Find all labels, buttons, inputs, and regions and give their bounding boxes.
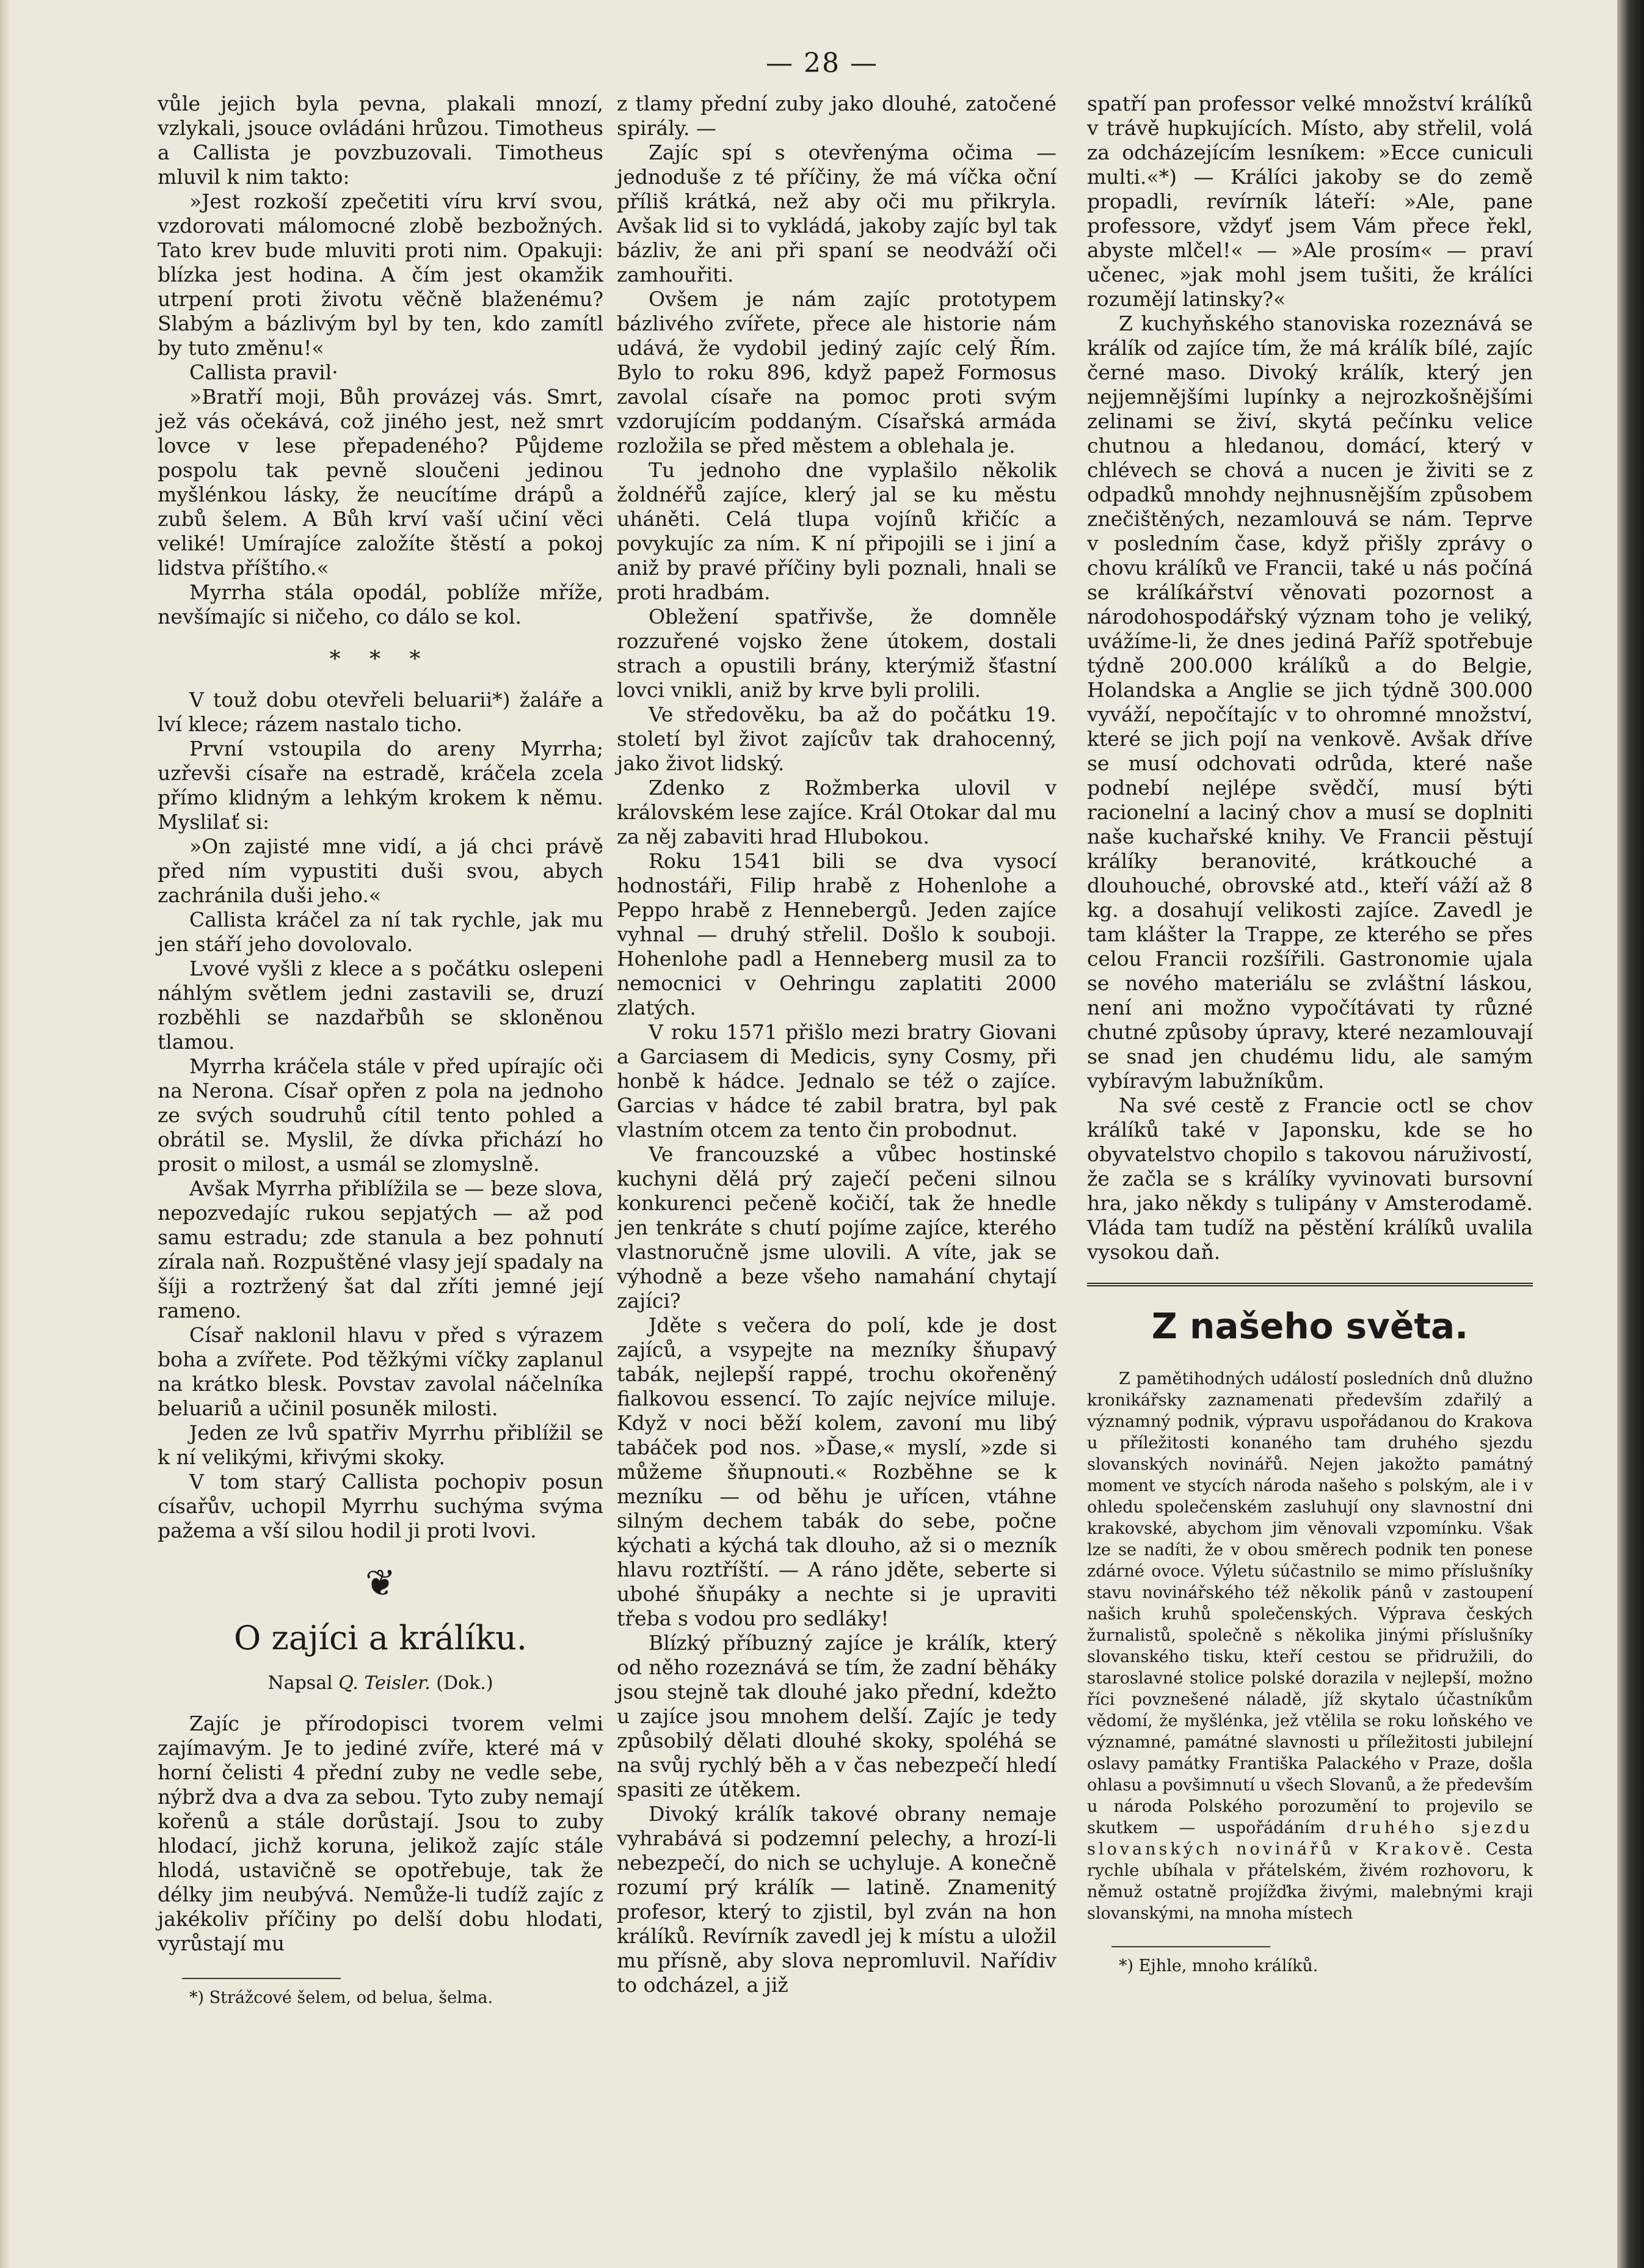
section-divider — [1087, 1283, 1533, 1286]
paragraph: Císař naklonil hlavu v před s výrazem boha a zvířete. Pod těžkými víčky zaplanul na krátko blesk. Povstav zavolal náčelníka beluariů a učinil posuněk milosti. — [158, 1323, 603, 1420]
column-3 — [1087, 92, 1533, 1977]
column-2 — [617, 92, 1057, 1997]
paragraph: Zajíc je přírodopisci tvorem velmi zajímavým. Je to jediné zvíře, které má v horní čelisti 4 přední zuby ne vedle sebe, nýbrž dva a dva za sebou. Tyto zuby nemají kořenů a stále dorůstají. Jsou to zuby hlodací, jichž koruna, jelikož zajíc stále hlodá, ustavičně se opotřebuje, tak že délky jim neubývá. Nemůže-li tudíž zajíc z jakékoliv příčiny po delší dobu hlodati, vyrůstají mu — [158, 1712, 603, 1955]
paragraph: Jeden ze lvů spatřiv Myrrhu přiblížil se k ní velikými, křivými skoky. — [158, 1421, 603, 1469]
byline-author: Q. Teisler. — [338, 1672, 431, 1694]
footnote: *) Ejhle, mnoho králíků. — [1119, 1956, 1318, 1975]
binding-shadow — [1617, 0, 1644, 2268]
paragraph: vůle jejich byla pevna, plakali mnozí, vzlykali, jsouce ovládáni hrůzou. Timotheus a Callista je povzbuzovali. Timotheus mluvil k nim takto: — [158, 92, 603, 189]
paragraph: V roku 1571 přišlo mezi bratry Giovani a Garciasem di Medicis, syny Cosmy, při honbě k hádce. Jednalo se též o zajíce. Garcias v hádce té zabil bratra, byl pak vlastním otcem za tento čin probodnut. — [617, 1020, 1057, 1142]
section-title: Z našeho světa. — [1151, 1305, 1469, 1347]
footnote: *) Strážcové šelem, od belua, šelma. — [189, 1988, 493, 2007]
paragraph: z tlamy přední zuby jako dlouhé, zatočené spirály. — — [617, 92, 1057, 140]
paragraph: Divoký králík takové obrany nemaje vyhrabává si podzemní pelechy, a hrozí-li nebezpečí, do nich se uchyluje. A konečně rozumí prý králík — latině. Znamenitý profesor, který to zjistil, byl zván na hon králíků. Revírník zavedl jej k místu a uložil mu přísně, aby slova nepromluvil. Nařídiv to odcházel, a již — [617, 1802, 1057, 1997]
paragraph: Zdenko z Rožmberka ulovil v královském lese zajíce. Král Otokar dal mu za něj zabaviti hrad Hlubokou. — [617, 776, 1057, 848]
byline-prefix: Napsal — [267, 1672, 333, 1694]
byline — [158, 1671, 603, 1696]
paragraph: Callista kráčel za ní tak rychle, jak mu jen stáří jeho dovolovalo. — [158, 908, 603, 956]
byline-suffix: (Dok.) — [436, 1672, 493, 1694]
paragraph: Myrrha kráčela stále v před upírajíc oči na Nerona. Císař opřen z pola na jednoho ze svých soudruhů cítil tento pohled a obrátil se. Myslil, že dívka přichází ho prosit o milost, a usmál se zlomyslně. — [158, 1054, 603, 1176]
paragraph: Blízký příbuzný zajíce je králík, který od něho rozeznává se tím, že zadní běháky jsou stejně tak dlouhé jako přední, kdežto u zajíce jsou mnohem delší. Zajíc je tedy způsobilý dělati dlouhé skoky, spoléhá se na svůj rychlý běh a v čas nebezpečí hledí spasiti ze útěkem. — [617, 1631, 1057, 1801]
news-text: Cesta rychle ubíhala v přátelském, živém rozhovoru, k němuž ostatně projížďka živými, malebnými kraji slovanskými, na mnoha místech — [1087, 1840, 1533, 1923]
paragraph: Avšak Myrrha přiblížila se — beze slova, nepozvedajíc rukou sepjatých — až pod samu estradu; zde stanula a bez pohnutí zírala naň. Rozpuštěné vlasy její spadaly na šíji a roztržený šat dal zříti jemné její rameno. — [158, 1176, 603, 1322]
footnote-divider — [1111, 1946, 1270, 1947]
paragraph: Myrrha stála opodál, poblíže mříže, nevšímajíc si ničeho, co dálo se kol. — [158, 580, 603, 629]
paragraph: Lvové vyšli z klece a s počátku oslepeni náhlým světlem jedni zastavili se, druzí rozběhli se nazdařbůh se skloněnou tlamou. — [158, 957, 603, 1054]
paragraph: Roku 1541 bili se dva vysocí hodnostáři, Filip hrabě z Hohenlohe a Peppo hrabě z Hennebergů. Jeden zajíce vyhnal — druhý střelil. Došlo k souboji. Hohenlohe padl a Henneberg musil za to nemocnici v Oehringu zaplatiti 2000 zlatých. — [617, 849, 1057, 1019]
news-text: Z pamětihodných událostí posledních dnů dlužno kronikářsky zaznamenati především zdařilý a významný podnik, výpravu uspořádanou do Krakova u příležitosti konaného tam druhého sjezdu slovanských novinářů. Nejen jakožto památný moment ve stycích národa našeho s polským, ale i v ohledu společenském zasluhují ony slavnostní dni krakovské, abychom jim věnovali vzpomínku. Však lze se nadíti, že v obou směrech podnik ten ponese zdárné ovoce. Výletu súčastnilo se mimo příslušníky stavu novinářského též několik pánů v zastoupení našich kruhů společenských. Výprava českých žurnalistů, společně s několika jinými příslušníky slovanského tisku, kteří cestou se přidružili, do staroslavné stolice polské dorazila v nejlepší, možno říci povznešené náladě, jíž skytalo účastníkům vědomí, že myšlénka, jež vtělila se roku loňského ve významné, památné slavnosti u příležitosti jubilejní oslavy památky Františka Palackého v Praze, došla ohlasu a povšimnutí u všech Slovanů, a že především u národa Polského porozumění to projevilo se skutkem — uspořádáním — [1087, 1369, 1533, 1837]
news-paragraph — [1087, 1368, 1533, 1924]
footnote-divider — [182, 1978, 341, 1979]
paragraph: Ve francouzské a vůbec hostinské kuchyni dělá prý zaječí pečeni silnou konkurenci pečeně kočičí, tak že hnedle jen tenkráte s chutí pojíme zajíce, kterého vlastnoručně jsme ulovili. A víte, jak se výhodně a beze všeho namahání chytají zajíci? — [617, 1142, 1057, 1313]
paragraph: spatří pan professor velké množství králíků v trávě hupkujících. Místo, aby střelil, volá za odcházejícím lesníkem: »Ecce cuniculi multi.«*) — Králíci jakoby se do země propadli, revírník láteří: »Ale, pane professore, vždyť jsem Vám přece řekl, abyste mlčel!« — »Ale prosím« — praví učenec, »jak mohl jsem tušiti, že králíci rozumějí latinsky?« — [1087, 92, 1533, 311]
news-emphasis: slovanských novinářů v Krakově. — [1087, 1840, 1475, 1859]
ornament-icon: ❦ — [365, 1562, 396, 1605]
paragraph: Tu jednoho dne vyplašilo několik žoldnéřů zajíce, klerý jal se ku městu uháněti. Celá tlupa vojínů křičíc a povykujíc za ním. K ní připojili se i jiní a aniž by pravé příčiny byli poznali, hnali se proti hradbám. — [617, 458, 1057, 604]
paragraph: Jděte s večera do polí, kde je dost zajíců, a vsypejte na mezníky šňupavý tabák, nejlepší rappé, trochu okořeněný fialkovou essencí. To zajíc nejvíce miluje. Když v noci běží kolem, zavoní mu libý tabáček pod nos. »Ďase,« myslí, »zde si můžeme šňupnouti.« Rozběhne se k mezníku — od běhu je uřícen, vtáhne silným dechem tabák do sebe, počne kýchati a kýchá tak dlouho, až si o mezník hlavu roztříští. — A ráno jděte, seberte si ubohé šňupáky a nechte si je upraviti třeba s vodou pro sedláky! — [617, 1313, 1057, 1630]
paragraph: »Bratří moji, Bůh provázej vás. Smrt, jež vás očekává, což jiného jest, než smrt lovce v lese přepadeného? Půjdeme pospolu tak pevně sloučeni jedinou myšlénkou lásky, že neucítíme drápů a zubů šelem. A Bůh krví vaší učiní věci veliké! Umírajíce založíte štěstí a pokoj lidstva příštího.« — [158, 385, 603, 580]
news-emphasis: druhého sjezdu — [1346, 1818, 1533, 1837]
section-stars: * * * — [329, 647, 432, 672]
paragraph: »On zajisté mne vidí, a já chci právě před ním vypustiti duši svou, abych zachránila duši jeho.« — [158, 834, 603, 907]
paragraph: Ve středověku, ba až do počátku 19. století byl život zajícův tak drahocenný, jako život lidský. — [617, 702, 1057, 775]
news-section — [1087, 1368, 1533, 1924]
paragraph: Obležení spatřivše, že domněle rozzuřené vojsko žene útokem, dostali strach a opustili brány, kterýmiž šťastní lovci vnikli, aniž by krve byli prolili. — [617, 605, 1057, 702]
paragraph: Callista pravil· — [189, 360, 338, 384]
column-1 — [158, 92, 603, 2008]
paragraph: V tom starý Callista pochopiv posun císařův, uchopil Myrrhu suchýma svýma pažema a vší silou hodil ji proti lvovi. — [158, 1470, 603, 1542]
article-title: O zajíci a králíku. — [233, 1619, 528, 1657]
page-number: — 28 — — [766, 48, 878, 79]
paragraph: V touž dobu otevřeli beluarii*) žaláře a lví klece; rázem nastalo ticho. — [158, 688, 603, 736]
paragraph: »Jest rozkoší zpečetiti víru krví svou, vzdorovati málomocné zlobě bezbožných. Tato krev bude mluviti proti nim. Opakuji: blízka jest hodina. A čím jest okamžik utrpení proti životu věčně blaženému? Slabým a bázlivým byl by ten, kdo zamítl by tuto změnu!« — [158, 189, 603, 360]
paragraph: Z kuchyňského stanoviska rozeznává se králík od zajíce tím, že má králík bílé, zajíc černé maso. Divoký králík, který jen nejjemnějšími lupínky a nejrozkošnějšími zelinami se živí, skytá pečínku velice chutnou a hledanou, domácí, který v chlévech se chová a nucen je živiti se z odpadků mnohdy nejhnusnějším způsobem znečištěných, nezamlouvá se nám. Teprve v posledním čase, když přišly zprávy o chovu králíků ve Francii, také u nás počíná se králíkářství věnovati pozornost a národohospodářský význam toho je veliký, uvážíme-li, že dnes jediná Paříž spotřebuje týdně 200.000 králíků a do Belgie, Holandska a Anglie se jich týdně 300.000 vyváží, nepočítajíc v to ohromné množství, které se jich pojí na venkově. Avšak dříve se musí odchovati odrůda, které naše podnebí nejlépe svědčí, musí býti racionelní a laciný chov a musí se doplniti naše kuchařské knihy. Ve Francii pěstují králíky beranovité, krátkouché a dlouhouché, obrovské atd., kteří váží až 8 kg. a dosahují velikosti zajíce. Zavedl je tam klášter la Trappe, ze kterého se přes celou Francii rozšířili. Gastronomie ujala se nového materiálu se zvláštní láskou, není ani možno vypočítávati ty různé chutné způsoby úpravy, které nezamlouvají se snad jen chudému lidu, ale samým vybíravým labužníkům. — [1087, 312, 1533, 1093]
page-left-edge — [0, 0, 11, 2268]
paragraph: První vstoupila do areny Myrrha; uzřevši císaře na estradě, kráčela zcela přímo klidným a lehkým krokem k němu. Myslilať si: — [158, 737, 603, 834]
paragraph: Ovšem je nám zajíc prototypem bázlivého zvířete, přece ale historie nám udává, že vydobil jediný zajíc celý Řím. Bylo to roku 896, když papež Formosus zavolal císaře na pomoc proti svým vzdorujícím poddaným. Císařská armáda rozložila se před městem a oblehala je. — [617, 287, 1057, 458]
paragraph: Zajíc spí s otevřenýma očima — jednoduše z té příčiny, že má víčka oční příliš krátká, než aby oči mu přikryla. Avšak lid si to vykládá, jakoby zajíc byl tak bázliv, že ani při spaní se neodváží oči zamhouřiti. — [617, 140, 1057, 286]
paragraph: Na své cestě z Francie octl se chov králíků také v Japonsku, kde se ho obyvatelstvo chopilo s takovou náruživostí, že začla se s králíky vyvinovati bursovní hra, jako někdy s tulipány v Amsterodamě. Vláda tam tudíž na pěstění králíků uvalila vysokou daň. — [1087, 1093, 1533, 1264]
